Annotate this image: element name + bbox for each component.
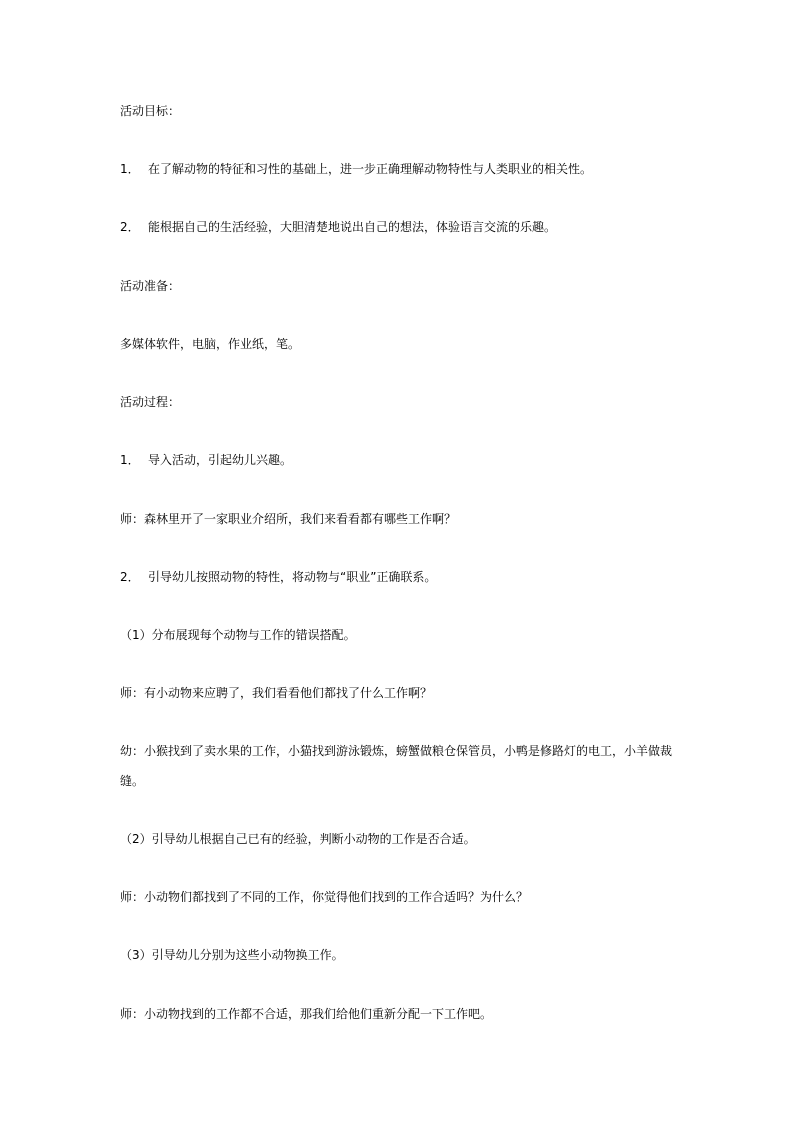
goal-2-text: 能根据自己的生活经验，大胆清楚地说出自己的想法，体验语言交流的乐趣。 [148, 220, 557, 234]
sub-step-2: （2）引导幼儿根据自己已有的经验，判断小动物的工作是否合适。 [120, 832, 476, 846]
teacher-line-2: 师：有小动物来应聘了，我们看看他们都找了什么工作啊？ [120, 686, 433, 700]
prep-text: 多媒体软件，电脑，作业纸，笔。 [120, 337, 301, 351]
step-1-text: 导入活动，引起幼儿兴趣。 [148, 453, 293, 467]
prep-heading: 活动准备： [120, 279, 181, 293]
goal-2-number: 2． [120, 220, 140, 234]
teacher-line-4: 师：小动物找到的工作都不合适，那我们给他们重新分配一下工作吧。 [120, 1007, 493, 1021]
goals-heading: 活动目标： [120, 104, 181, 118]
teacher-line-1: 师：森林里开了一家职业介绍所，我们来看看都有哪些工作啊？ [120, 512, 457, 526]
goal-1-text: 在了解动物的特征和习性的基础上，进一步正确理解动物特性与人类职业的相关性。 [148, 162, 593, 176]
goal-item-1 [120, 161, 592, 177]
process-heading: 活动过程： [120, 395, 181, 409]
child-answer-1: 幼：小猴找到了卖水果的工作，小猫找到游泳锻炼，螃蟹做粮仓保管员，小鸭是修路灯的电工，小羊做裁缝。 [120, 744, 673, 788]
step-2-number: 2． [120, 570, 140, 584]
step-item-1 [120, 452, 292, 468]
goal-item-2 [120, 219, 556, 235]
teacher-line-3: 师：小动物们都找到了不同的工作，你觉得他们找到的工作合适吗？为什么？ [120, 890, 529, 904]
step-1-number: 1． [120, 453, 140, 467]
goal-1-number: 1． [120, 162, 140, 176]
step-2-text: 引导幼儿按照动物的特性，将动物与“职业”正确联系。 [148, 570, 437, 584]
step-item-2 [120, 569, 436, 585]
sub-step-3: （3）引导幼儿分别为这些小动物换工作。 [120, 948, 344, 962]
sub-step-1: （1）分布展现每个动物与工作的错误搭配。 [120, 628, 356, 642]
